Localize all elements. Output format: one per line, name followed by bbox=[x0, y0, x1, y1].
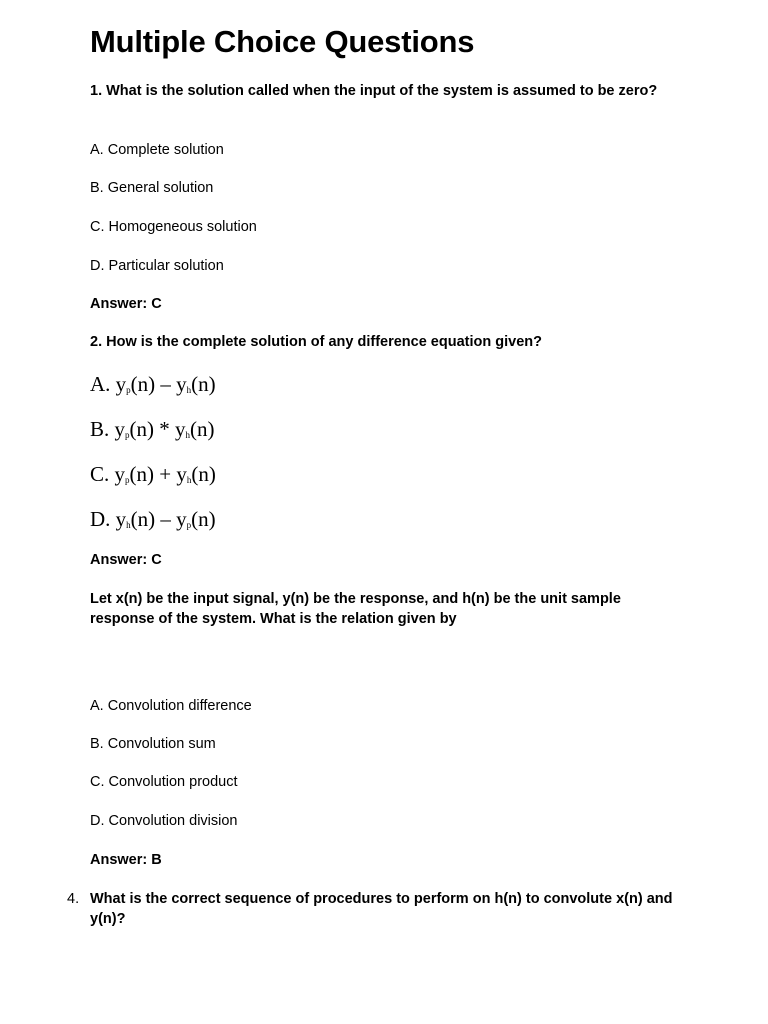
question-4-text: What is the correct sequence of procedures to perform on h(n) to convolute x(n) and y(n)? bbox=[90, 891, 673, 927]
question-4-number: 4. bbox=[67, 891, 80, 907]
equation: $y_p(n) + y_h(n)$ bbox=[114, 462, 216, 486]
question-2-option-b bbox=[90, 416, 215, 448]
question-2-text: 2. How is the complete solution of any difference equation given? bbox=[90, 334, 542, 350]
question-1-option-a: A. Complete solution bbox=[90, 142, 224, 158]
option-letter: A. bbox=[90, 372, 111, 396]
question-1-option-b: B. General solution bbox=[90, 180, 214, 196]
question-2-option-a bbox=[90, 371, 216, 403]
option-letter: B. bbox=[90, 417, 110, 441]
question-1-option-c: C. Homogeneous solution bbox=[90, 219, 257, 235]
equation: $y_h(n) - y_p(n)$ bbox=[115, 507, 216, 531]
option-letter: C. bbox=[90, 462, 110, 486]
question-2-answer: Answer: C bbox=[90, 552, 162, 568]
page-title: Multiple Choice Questions bbox=[90, 24, 475, 59]
option-letter: D. bbox=[90, 507, 111, 531]
question-3-option-c: C. Convolution product bbox=[90, 774, 238, 790]
question-1-answer: Answer: C bbox=[90, 296, 162, 312]
question-3-option-a: A. Convolution difference bbox=[90, 698, 252, 714]
question-3-answer: Answer: B bbox=[90, 852, 162, 868]
question-1-option-d: D. Particular solution bbox=[90, 258, 224, 274]
equation: $y_p(n) * y_h(n)$ bbox=[114, 417, 215, 441]
question-3-option-b: B. Convolution sum bbox=[90, 736, 216, 752]
question-1-text: 1. What is the solution called when the input of the system is assumed to be zero? bbox=[90, 83, 658, 99]
question-2-option-d bbox=[90, 506, 216, 538]
question-3-option-d: D. Convolution division bbox=[90, 813, 238, 829]
equation: $y_p(n) - y_h(n)$ bbox=[115, 372, 216, 396]
question-2-option-c bbox=[90, 461, 216, 493]
question-3-text: Let x(n) be the input signal, y(n) be the response, and h(n) be the unit sample response of the system. What is the relation given by bbox=[90, 591, 621, 627]
